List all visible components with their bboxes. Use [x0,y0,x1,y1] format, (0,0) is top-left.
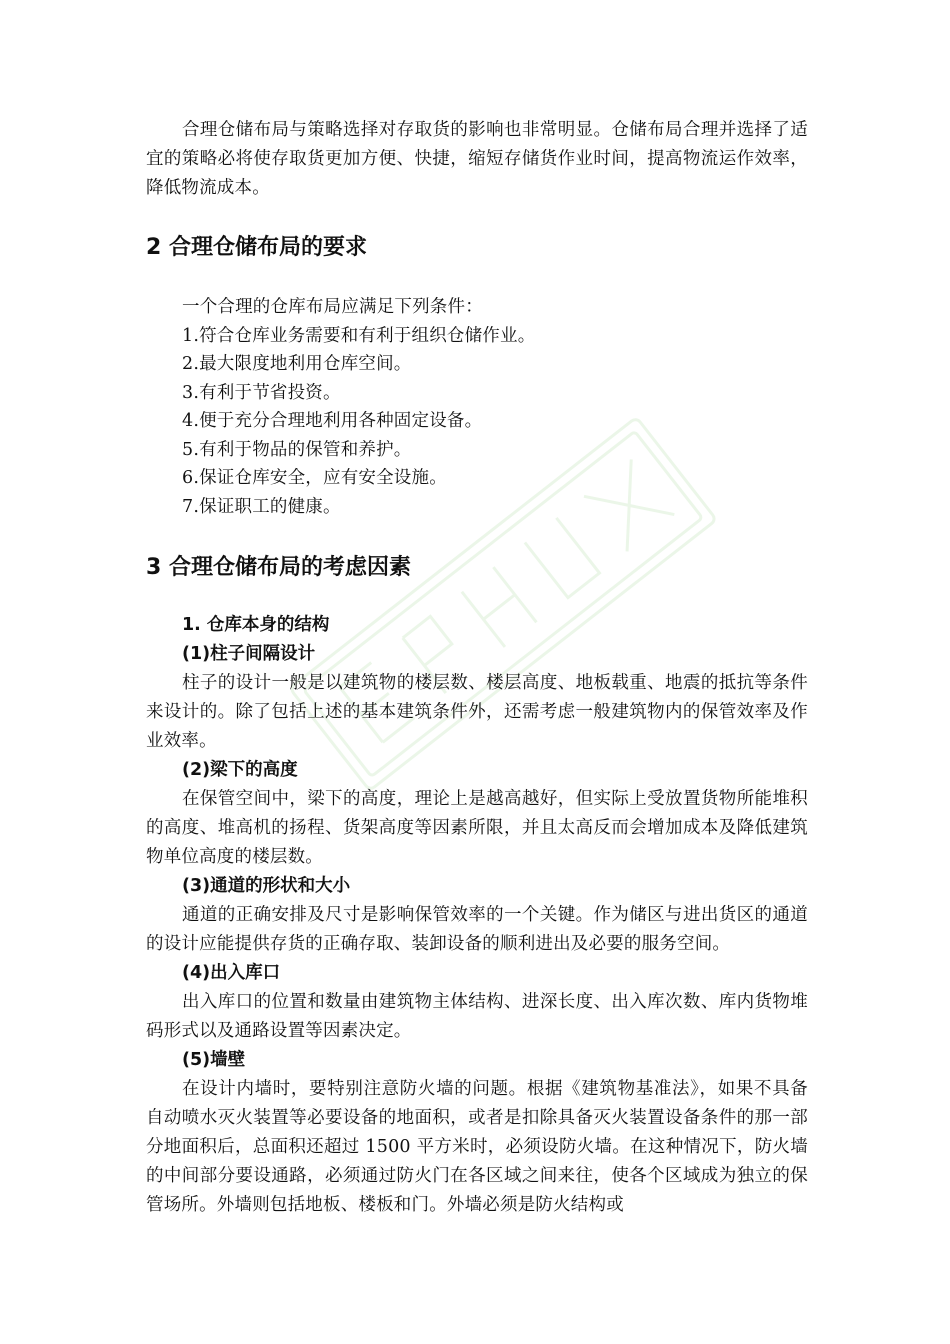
factor-title: (3)通道的形状和大小 [182,876,351,896]
factor-title: (2)梁下的高度 [182,760,298,780]
requirement-item: 5.有利于物品的保管和养护。 [182,439,412,460]
factor-title: (4)出入库口 [182,963,281,983]
requirement-item: 4.便于充分合理地利用各种固定设备。 [182,411,483,431]
requirement-item: 1.符合仓库业务需要和有利于组织仓储作业。 [182,325,536,346]
factor-paragraph: 出入库口的位置和数量由建筑物主体结构、进深长度、出入库次数、库内货物堆码形式以及通路设置等因素决定。 [146,992,808,1041]
document-body [146,116,808,1220]
factor-paragraph: 在保管空间中，梁下的高度，理论上是越高越好，但实际上受放置货物所能堆积的高度、堆高机的扬程、货架高度等因素所限，并且太高反而会增加成本及降低建筑物单位高度的楼层数。 [146,789,808,867]
section-2-heading: 2 合理仓储布局的要求 [146,235,367,260]
factor-paragraph: 柱子的设计一般是以建筑物的楼层数、楼层高度、地板载重、地震的抵抗等条件来设计的。除了包括上述的基本建筑条件外，还需考虑一般建筑物内的保管效率及作业效率。 [146,673,808,751]
requirement-item: 7.保证职工的健康。 [182,496,341,517]
requirement-item: 2.最大限度地利用仓库空间。 [182,354,412,374]
section-3-subheading: 1. 仓库本身的结构 [182,615,330,635]
section-2-lead: 一个合理的仓库布局应满足下列条件： [182,297,483,317]
intro-paragraph: 合理仓储布局与策略选择对存取货的影响也非常明显。仓储布局合理并选择了适宜的策略必将使存取货更加方便、快捷，缩短存储货作业时间，提高物流运作效率，降低物流成本。 [146,120,808,198]
requirement-item: 3.有利于节省投资。 [182,382,341,403]
section-3-heading: 3 合理仓储布局的考虑因素 [146,555,411,580]
factor-title: (1)柱子间隔设计 [182,644,316,664]
factor-paragraph: 通道的正确安排及尺寸是影响保管效率的一个关键。作为储区与进出货区的通道的设计应能提供存货的正确存取、装卸设备的顺利进出及必要的服务空间。 [146,905,808,954]
requirement-item: 6.保证仓库安全，应有安全设施。 [182,468,447,488]
factor-paragraph: 在设计内墙时，要特别注意防火墙的问题。根据《建筑物基准法》，如果不具备自动喷水灭火装置等必要设备的地面积，或者是扣除具备灭火装置设备条件的那一部分地面积后，总面积还超过 1500 平方米时，必须设防火墙。在这种情况下，防火墙的中间部分要设通路，必须通过防火门在各区域之间来往，使各个区域成为独立的保管场所。外墙则包括地板、楼板和门。外墙必须是防火结构或 [146,1079,808,1215]
factor-title: (5)墙壁 [182,1050,246,1070]
